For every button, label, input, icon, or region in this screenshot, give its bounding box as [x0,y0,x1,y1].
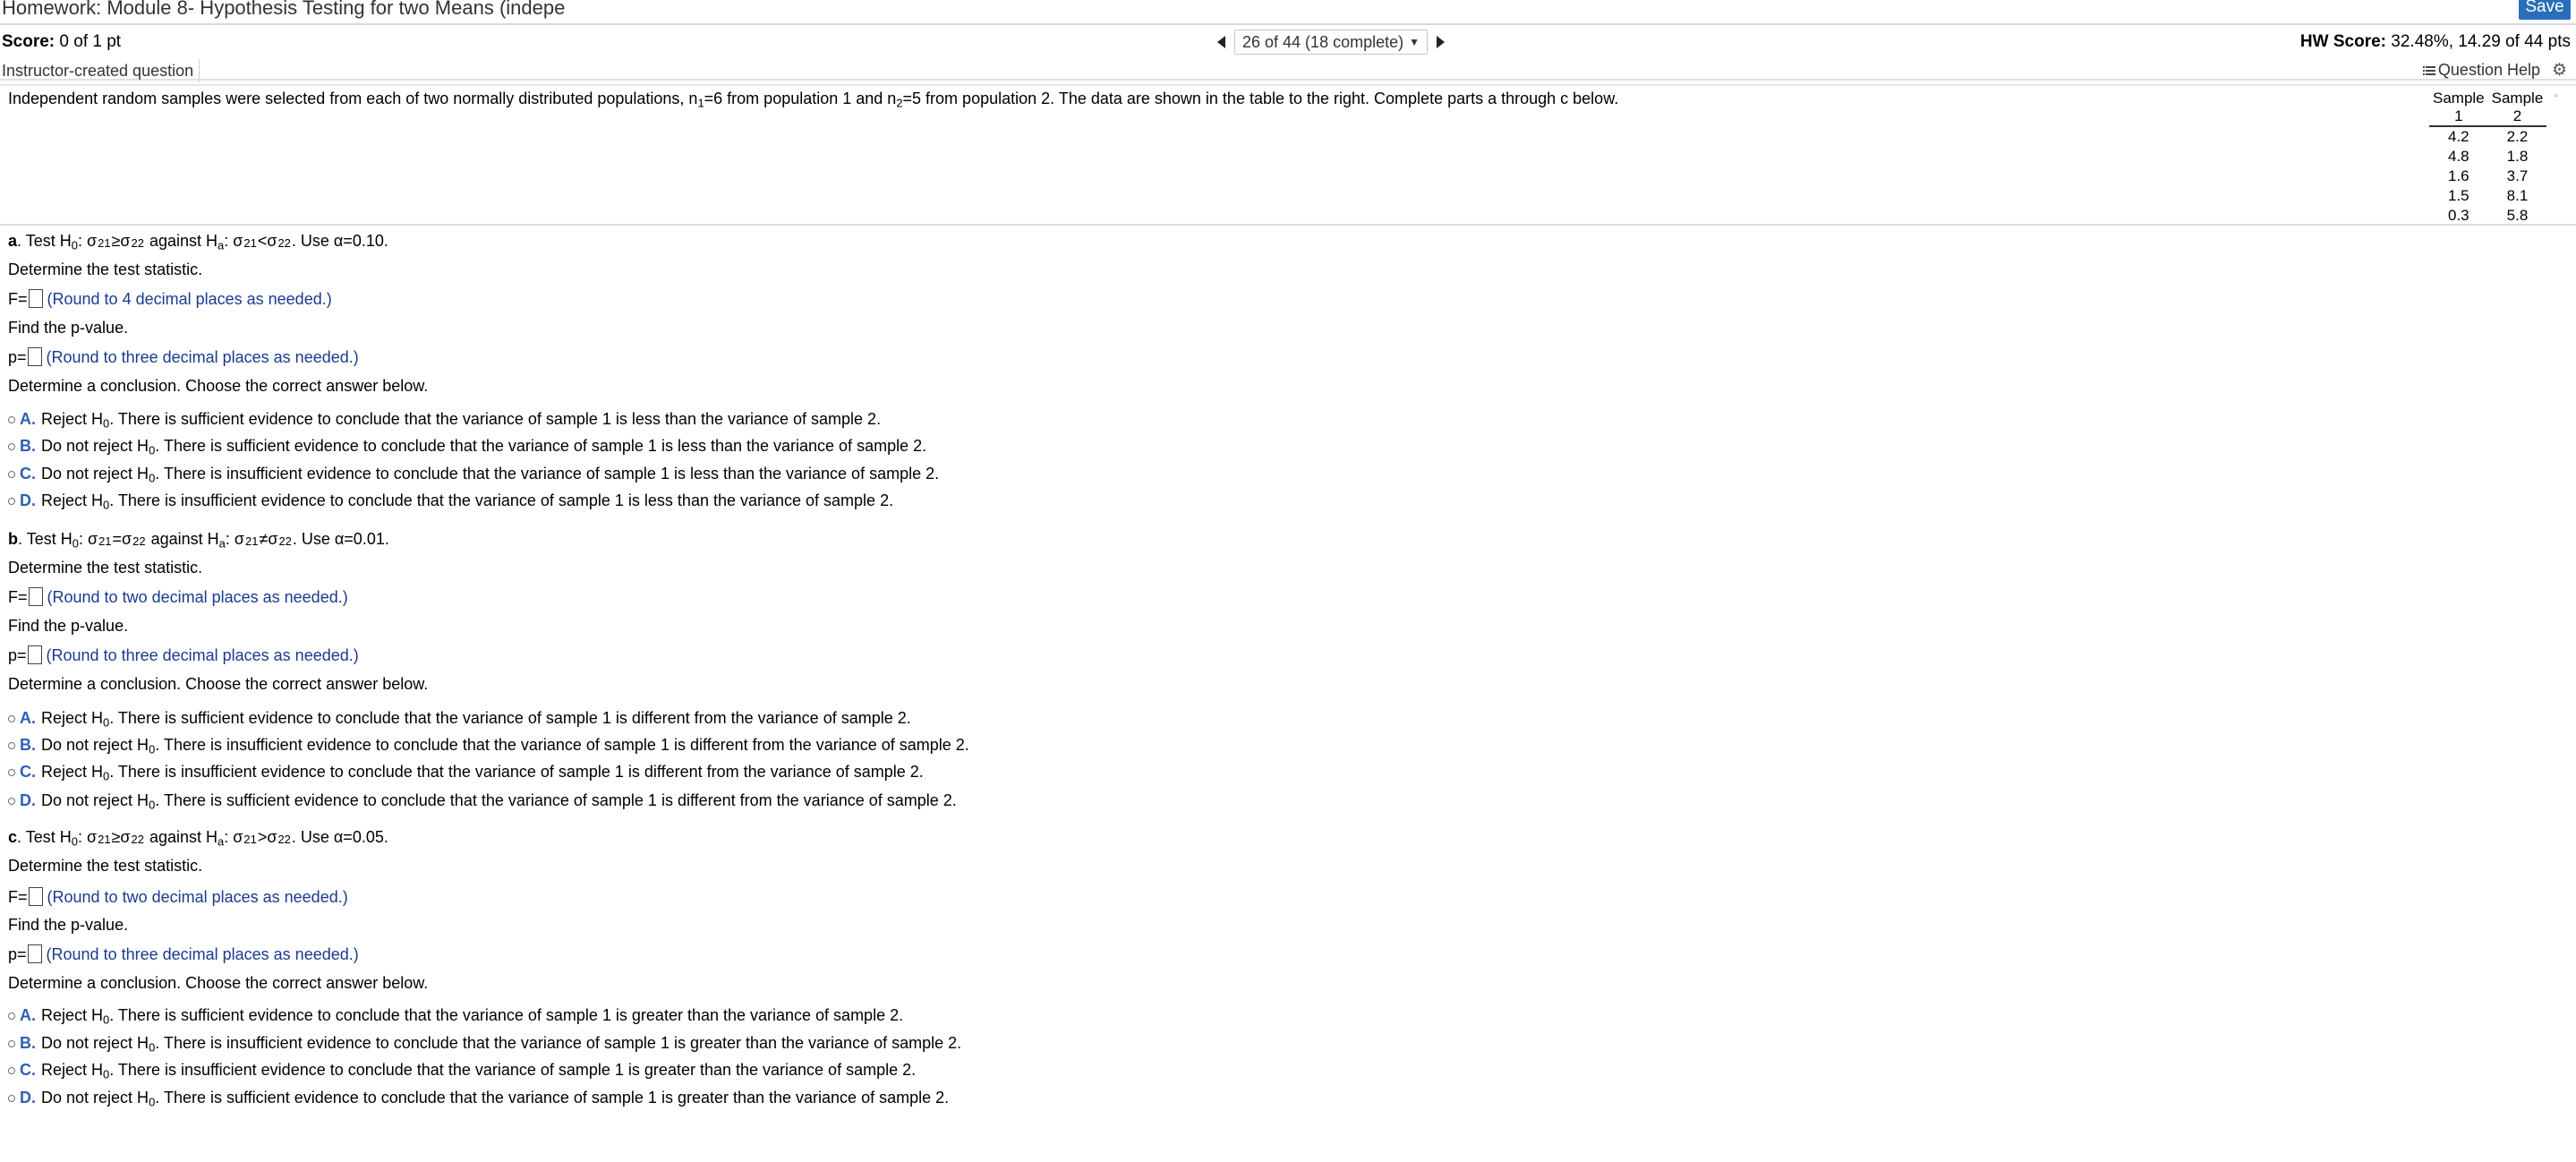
option-letter: B. [20,1034,36,1052]
option-letter: D. [20,491,36,509]
score [2,32,121,52]
option-text: Do not reject $H_0$. There is sufficient evidence to conclude that the variance of sample 1 is different from the variance of sample 2. [41,791,957,812]
answer-option-a-d[interactable] [8,491,893,510]
table-row: 1.5 8.1 [2448,187,2529,204]
option-letter: B. [20,736,36,754]
radio-button[interactable] [8,1012,15,1020]
radio-button[interactable] [8,1095,15,1102]
option-text: Reject $H_0$. There is sufficient evidence to conclude that the variance of sample 1 is less than the variance of sample 2. [41,410,882,431]
instruction-text: Find the p-value. [8,617,129,635]
gear-icon[interactable]: ⚙ [2551,61,2567,80]
option-text: Reject $H_0$. There is sufficient evidence to conclude that the variance of sample 1 is greater than the variance of sample 2. [41,1006,904,1027]
option-text: Do not reject $H_0$. There is insufficient evidence to conclude that the variance of sample 1 is greater than the variance of sample 2. [41,1034,962,1055]
table-header: Sample [2491,90,2544,107]
radio-button[interactable] [8,798,15,805]
instruction-text: Determine a conclusion. Choose the correct answer below. [8,974,429,992]
homework-title: Homework: Module 8- Hypothesis Testing for two Means (indepe [2,0,566,19]
radio-button[interactable] [8,769,15,776]
option-letter: A. [20,709,36,727]
answer-option-a-c[interactable] [8,465,939,483]
p-value-row: p= (Round to three decimal places as needed.) [8,945,359,963]
instruction-text: Find the p-value. [8,916,129,934]
radio-button[interactable] [8,443,15,450]
table-row: 4.2 2.2 [2448,128,2529,145]
divider [0,224,2576,226]
answer-option-c-d[interactable] [8,1089,949,1107]
option-letter: B. [20,437,36,455]
option-letter: C. [20,1061,36,1079]
option-text: Reject $H_0$. There is sufficient evidence to conclude that the variance of sample 1 is different from the variance of sample 2. [41,709,911,730]
instructor-created-label: Instructor-created question [0,59,200,82]
radio-button[interactable] [8,1067,15,1074]
option-text: Do not reject $H_0$. There is sufficient evidence to conclude that the variance of sample 1 is less than the variance of sample 2. [41,437,927,457]
option-letter: D. [20,791,36,809]
f-statistic-row: F= (Round to two decimal places as needed.) [8,588,348,606]
table-row: 1.6 3.7 [2448,167,2529,184]
instruction-text: Determine the test statistic. [8,559,203,577]
f-statistic-input[interactable] [29,289,43,308]
expand-icon[interactable]: ▫ [2555,91,2558,101]
option-letter: C. [20,465,36,483]
answer-option-c-a[interactable] [8,1006,903,1025]
hypothesis-statement: a. Test $H_0$: σ21≥σ22 against $H_a$: σ21<σ22. Use α=0.10. [8,232,388,252]
p-value-input[interactable] [28,944,42,963]
answer-option-c-c[interactable] [8,1061,916,1080]
option-text: Reject $H_0$. There is insufficient evidence to conclude that the variance of sample 1 is different from the variance of sample 2. [41,763,924,783]
list-icon [2423,65,2435,76]
f-statistic-row: F= (Round to 4 decimal places as needed.) [8,290,332,308]
answer-option-b-c[interactable] [8,763,924,782]
question-selector[interactable] [1234,30,1428,55]
f-statistic-row: F= (Round to two decimal places as needed.) [8,888,348,906]
data-table [2429,90,2558,226]
answer-option-b-a[interactable] [8,709,911,728]
p-value-input[interactable] [28,645,42,664]
hw-score [2300,32,2571,52]
option-letter: D. [20,1089,36,1106]
table-row: 0.3 5.8 [2448,207,2529,224]
question-intro: Independent random samples were selected from each of two normally distributed populations, $n_1=6$ from population 1 and $n_2=5$ from population 2. The data are shown in the table to the right. Complete parts a through c below. [8,90,1619,110]
previous-question-icon[interactable] [1217,36,1225,48]
option-letter: A. [20,410,36,428]
answer-option-c-b[interactable] [8,1034,961,1053]
instruction-text: Determine the test statistic. [8,857,203,875]
answer-option-a-b[interactable] [8,437,926,456]
score-value: 0 of 1 pt [59,32,122,51]
question-position: 26 of 44 (18 complete) [1242,32,1404,51]
radio-button[interactable] [8,742,15,749]
hw-score-value: 32.48%, 14.29 of 44 pts [2391,32,2571,51]
radio-button[interactable] [8,498,15,505]
instruction-text: Determine the test statistic. [8,261,203,278]
radio-button[interactable] [8,416,15,423]
instruction-text: Find the p-value. [8,319,129,337]
option-text: Do not reject $H_0$. There is sufficient evidence to conclude that the variance of sample 1 is greater than the variance of sample 2. [41,1089,950,1109]
radio-button[interactable] [8,1040,15,1047]
hw-score-label: HW Score: [2299,32,2386,51]
question-navigator [1217,29,1445,56]
option-letter: C. [20,763,36,781]
dropdown-caret-icon: ▼ [1409,36,1420,48]
question-help-label: Question Help [2437,61,2540,79]
instruction-text: Determine a conclusion. Choose the correct answer below. [8,377,429,395]
p-value-row: p= (Round to three decimal places as needed.) [8,646,359,664]
score-label: Score: [2,32,55,51]
next-question-icon[interactable] [1437,36,1445,48]
radio-button[interactable] [8,471,15,478]
hypothesis-statement: b. Test $H_0$: σ21=σ22 against $H_a$: σ21≠σ22. Use α=0.01. [8,530,389,551]
option-text: Do not reject $H_0$. There is insufficient evidence to conclude that the variance of sample 1 is less than the variance of sample 2. [41,465,940,485]
answer-option-b-d[interactable] [8,791,957,810]
top-bar [0,0,2576,25]
option-text: Do not reject $H_0$. There is insufficient evidence to conclude that the variance of sample 1 is different from the variance of sample 2. [41,736,969,756]
table-header: 2 [2488,107,2547,126]
question-help-button[interactable] [2423,61,2540,80]
p-value-input[interactable] [28,347,42,366]
save-button[interactable]: Save [2519,0,2571,20]
table-header: Sample [2433,90,2485,107]
p-value-row: p= (Round to three decimal places as needed.) [8,348,359,366]
answer-option-a-a[interactable] [8,410,881,429]
radio-button[interactable] [8,715,15,722]
instruction-text: Determine a conclusion. Choose the correct answer below. [8,675,429,693]
table-header: 1 [2429,107,2488,126]
option-letter: A. [20,1006,36,1024]
table-row: 4.8 1.8 [2448,148,2529,165]
option-text: Reject $H_0$. There is insufficient evidence to conclude that the variance of sample 1 is less than the variance of sample 2. [41,491,894,512]
hypothesis-statement: c. Test $H_0$: σ21≥σ22 against $H_a$: σ21>σ22. Use α=0.05. [8,828,388,849]
answer-option-b-b[interactable] [8,736,969,755]
f-statistic-input[interactable] [29,587,43,606]
f-statistic-input[interactable] [29,887,43,906]
option-text: Reject $H_0$. There is insufficient evidence to conclude that the variance of sample 1 is greater than the variance of sample 2. [41,1061,917,1081]
question-info-bar [0,57,2576,86]
